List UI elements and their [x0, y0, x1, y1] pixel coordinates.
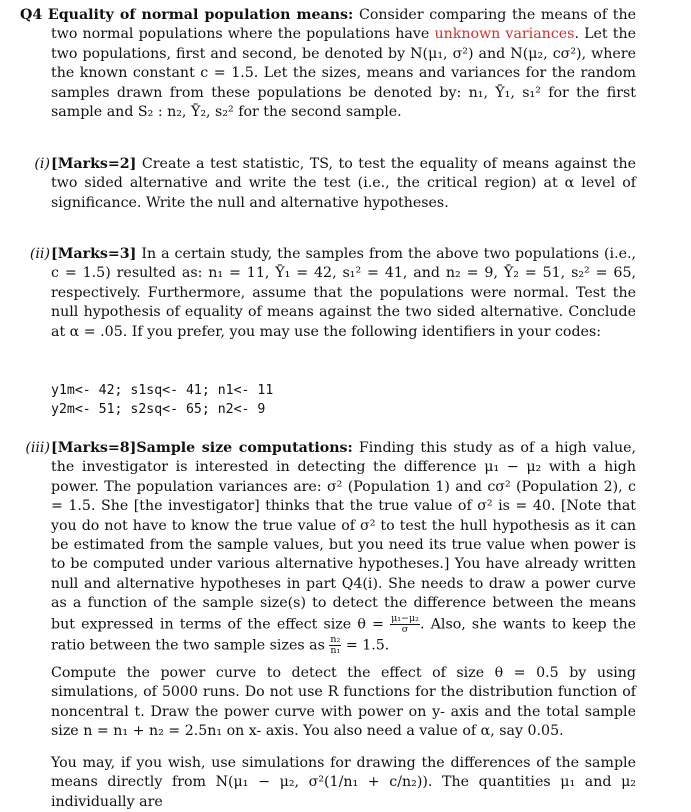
part-i-body: Create a test statistic, TS, to test the equality of means against the two sided alternative and write the test (i.e., the critical region) at α level of significance. Write the null and alternative hypotheses.: [51, 156, 636, 211]
ratio-denominator: n₁: [330, 644, 341, 656]
question-q4: [20, 6, 636, 122]
part-iii-paragraph-2: Compute the power curve to detect the effect of size θ = 0.5 by using simulations, of 5000 runs. Do not use R functions for the distribution function of noncentral t. Draw the power curve with power on y- axis and the total sample size n = n₁ + n₂ = 2.5n₁ on x- axis. You also need a value of α, say 0.05.: [51, 665, 636, 740]
unknown-variances-highlight: unknown variances: [434, 26, 575, 43]
part-ii: [20, 245, 636, 342]
part-iii-number: (iii): [25, 440, 50, 456]
effect-size-fraction: [390, 614, 420, 635]
code-line-1: y1m<- 42; s1sq<- 41; n1<- 11: [51, 383, 274, 398]
part-iii-marks: [Marks=8]: [51, 440, 137, 456]
part-i-marks: [Marks=2]: [51, 156, 137, 172]
part-iii-heading: Sample size computations:: [136, 440, 353, 456]
ratio-value: = 1.5.: [345, 637, 390, 654]
ratio-numerator: n₂: [330, 633, 341, 645]
q4-title: Equality of normal population means:: [47, 7, 354, 23]
q4-intro-b: . Let the two populations, first and second, be denoted by N(μ₁, σ²) and N(μ₂, cσ²), where the known constant c = 1.5. Let the sizes, means and variances for the random samples drawn from these populations be denoted by: n₁, Ȳ₁, s₁² for the first sample and S₂ : n₂, Ȳ₂, s₂² for the second sample.: [51, 26, 636, 121]
part-iii-body-a: Finding this study as of a high value, the investigator is interested in detecting the difference μ₁ − μ₂ with a high power. The population variances are: σ² (Population 1) and cσ² (Population 2), c = 1.5. She [the investigator] thinks that the true value of σ² is = 40. [Note that you do not have to know the true value of σ² to test the hull hypothesis as it can be estimated from the sample values, but you need its true value when power is to be computed under various alternative hypotheses.] You have already written null and alternative hypotheses in part Q4(i). She needs to draw a power curve as a function of the sample size(s) to detect the difference between the means but expressed in terms of the effect size θ =: [51, 440, 636, 633]
part-i-text: [51, 155, 636, 213]
q4-intro-a: Consider comparing the means of the two normal populations where the populations have: [51, 7, 637, 43]
q4-intro: [20, 6, 636, 122]
part-ii-body: In a certain study, the samples from the above two populations (i.e., c = 1.5) resulted as: n₁ = 11, Ȳ₁ = 42, s₁² = 41, and n₂ = 9, Ȳ₂ = 51, s₂² = 65, respectively. Furthermore, assume that the populations were normal. Test the null hypothesis of equality of means against the two sided alternative. Conclude at α = .05. If you prefer, you may use the following identifiers in your codes:: [51, 246, 636, 340]
ratio-fraction: [329, 635, 341, 656]
part-ii-number: (ii): [29, 246, 50, 262]
code-line-2: y2m<- 51; s2sq<- 65; n2<- 9: [51, 402, 266, 417]
part-i-number: (i): [34, 156, 50, 172]
part-ii-text: [51, 245, 636, 342]
part-iii: [20, 439, 636, 656]
part-ii-marks: [Marks=3]: [51, 246, 137, 262]
part-iii-text: [51, 439, 636, 656]
effect-size-numerator: μ₁−μ₂: [391, 612, 419, 624]
effect-size-denominator: σ: [401, 623, 409, 635]
part-i: [20, 155, 636, 213]
part-iii-body-b: . Also, she wants to keep the ratio between the two sample sizes as: [51, 616, 636, 654]
q4-label: Q4: [20, 7, 43, 23]
part-iii-paragraph-3: You may, if you wish, use simulations for drawing the differences of the sample means directly from N(μ₁ − μ₂, σ²(1/n₁ + c/n₂)). The quantities μ₁ and μ₂ individually are: [51, 755, 636, 810]
